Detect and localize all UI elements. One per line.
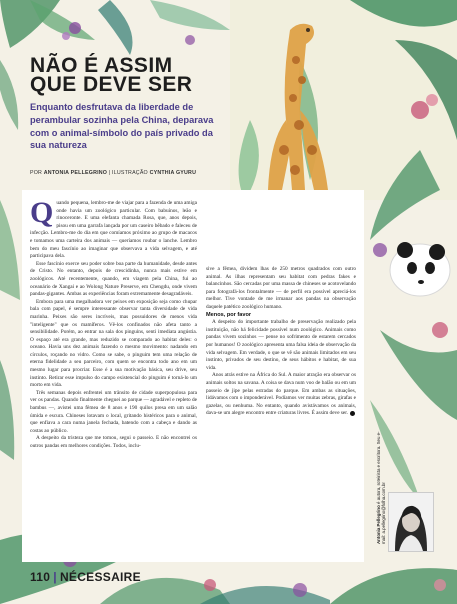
paragraph: sive a fêmea, dividem lhas de 250 metros quadrados com outro animal. As ilhas representam seu habitat com pedras fakes e balancinhos. São cercadas por uma massa de chineses se acotovelando para fotografá-los frontalmente — de perfil era possível apreciá-los melhor. Tive vontade de me irmanar aos pandas na observação daquele patético zoológico humano. <box>206 266 356 310</box>
page-folio <box>30 570 141 584</box>
byline-author: ANTONIA PELLEGRINO <box>43 170 108 176</box>
byline-illustrator: CYNTHIA GYURU <box>149 170 197 176</box>
author-bio <box>376 426 387 544</box>
folio-separator: | <box>53 570 57 584</box>
drop-cap: Q <box>30 196 54 229</box>
paragraph: Embora para uma megalhadora ver peixes em exposição seja como chupar bala com papel, é sempre interessante observar tanta diversidade de vida marinha. Peixes são seres incríveis, mas possuidores de menos vida "inteligente" que os mamíferos. Vê-los confinados não afeta tanto a sensibilidade. Porém, ao entrar na sala dos pinguins, senti imediata angústia. O espaço até era grande, mas reduzido se comparado ao habitat deles: o oceano. Havia uns dez animais fazendo o mesmo movimento: nadando em círculos, roçando no vidro. Como se sabe, o pinguim tem uma relação de eterna fidelidade a seu parceiro, com quem se encontra todo ano em um mesmo lugar para procriar. Esse é a sua motivação básica, seu drive, seu instinto. Retirar esse impulso do campo existencial do pinguim é torná-lo um morto em vida. <box>30 298 197 389</box>
deck: Enquanto desfrutava da liberdade de perambular sozinha pela China, deparava com o animal-símbolo do país privado da sua natureza <box>30 102 214 151</box>
author-photo <box>388 492 434 552</box>
byline <box>30 170 270 176</box>
subheading: Menos, por favor <box>206 311 252 318</box>
paragraph <box>206 372 356 418</box>
author-portrait-image <box>389 493 433 551</box>
paragraph: Esse fascínio exerce seu poder sobre boa parte da humanidade, desde antes de Cristo. No entanto, depois de crescidinha, nunca mais estive em zoológicos. Até recentemente, quando, em viagem pela China, fui ao oceanário de Xangai e ao Wolong Nature Preserve, em Chengdu, onde vivem pandas-gigantes. Ambas as experiências foram extremamente desagradáveis. <box>30 260 197 298</box>
paragraph-text: Anos atrás estive na África do Sul. A maior atração era observar os animais soltos na savana. A coisa se dava num voo de balão ou em um passeio de jipe pelas estradas do parque. Em ambas as situações, lidávamos com o imponderável. Podíamos ver muitas zebras, girafas e gazelas, ou nenhuma. No entanto, quando avistávamos os animais, dava-se um alegre encontro entre criaturas livres. É assim deve ser. <box>206 372 356 417</box>
byline-prefix: POR <box>30 170 43 176</box>
page-number: 110 <box>30 570 51 584</box>
byline-separator: | <box>108 170 111 176</box>
paragraph <box>30 196 197 261</box>
paragraph: A despeito do importante trabalho de preservação realizado pela instituição, não há felicidade possível num zoológico. Animais como pandas vivem sozinhos — pense no sofrimento de estarem cercados por humanos! O zoológico apresenta uma falsa ideia de observação da vida selvagem. Em verdade, o que se vê são animais limitados em seu instinto, privados de seu destino, de seus hábitos e habitat, de sua vida. <box>206 319 356 371</box>
paragraph-text: uando pequena, lembro-me de viajar para a fazenda de uma amiga onde havia um zoológico particular. Com babuínos, leão e rinoceronte. E uma elefanta chamada Rosa, que, anos depois, pisou em uma garrafa lançada por um caseiro bêbado e faleceu de infecção. Lembro-me do dia em que comíamos próximo ao grupo de macacos e tomamos uma carteira dos animais — queríamos roubar o lanche. Lembro bem do meu fascínio ao imaginar que observava a vida selvagem, e até participava dela. <box>30 200 197 260</box>
paragraph: A despeito da tristeza que me tomou, segui o passeio. E não encontrei os outros pandas em melhores condições. Todos, inclu- <box>30 435 197 449</box>
end-mark-icon <box>350 411 355 416</box>
column-2 <box>206 266 356 418</box>
magazine-name: NÉCESSAIRE <box>59 570 141 584</box>
column-1 <box>30 196 197 451</box>
headline-line-1: NÃO É ASSIM <box>30 54 173 77</box>
paragraph: Três semanas depois enfrentei um trânsito de cidade superpopulosa para ver os pandas. Quando finalmente cheguei ao parque — agradável e repleto de bambus —, avistei uma fêmea de 8 anos e 190 quilos presa em um salão úmida e escura. Chineses lotavam o local, gritando histéricos para o animal, que enfiava a cara numa janela fechada, batendo com a cabeça e dando as costas ao público. <box>30 389 197 434</box>
headline-line-2: QUE DEVE SER <box>30 73 193 96</box>
author-bio-text: é autora, roteirista e escritora. Seu e-mail: a.pellegrino@folha.com.br <box>376 431 387 544</box>
author-bio-name: Antonia Pellegrino <box>376 505 381 544</box>
byline-illustration-label: ILUSTRAÇÃO <box>112 170 148 176</box>
headline <box>30 56 240 94</box>
